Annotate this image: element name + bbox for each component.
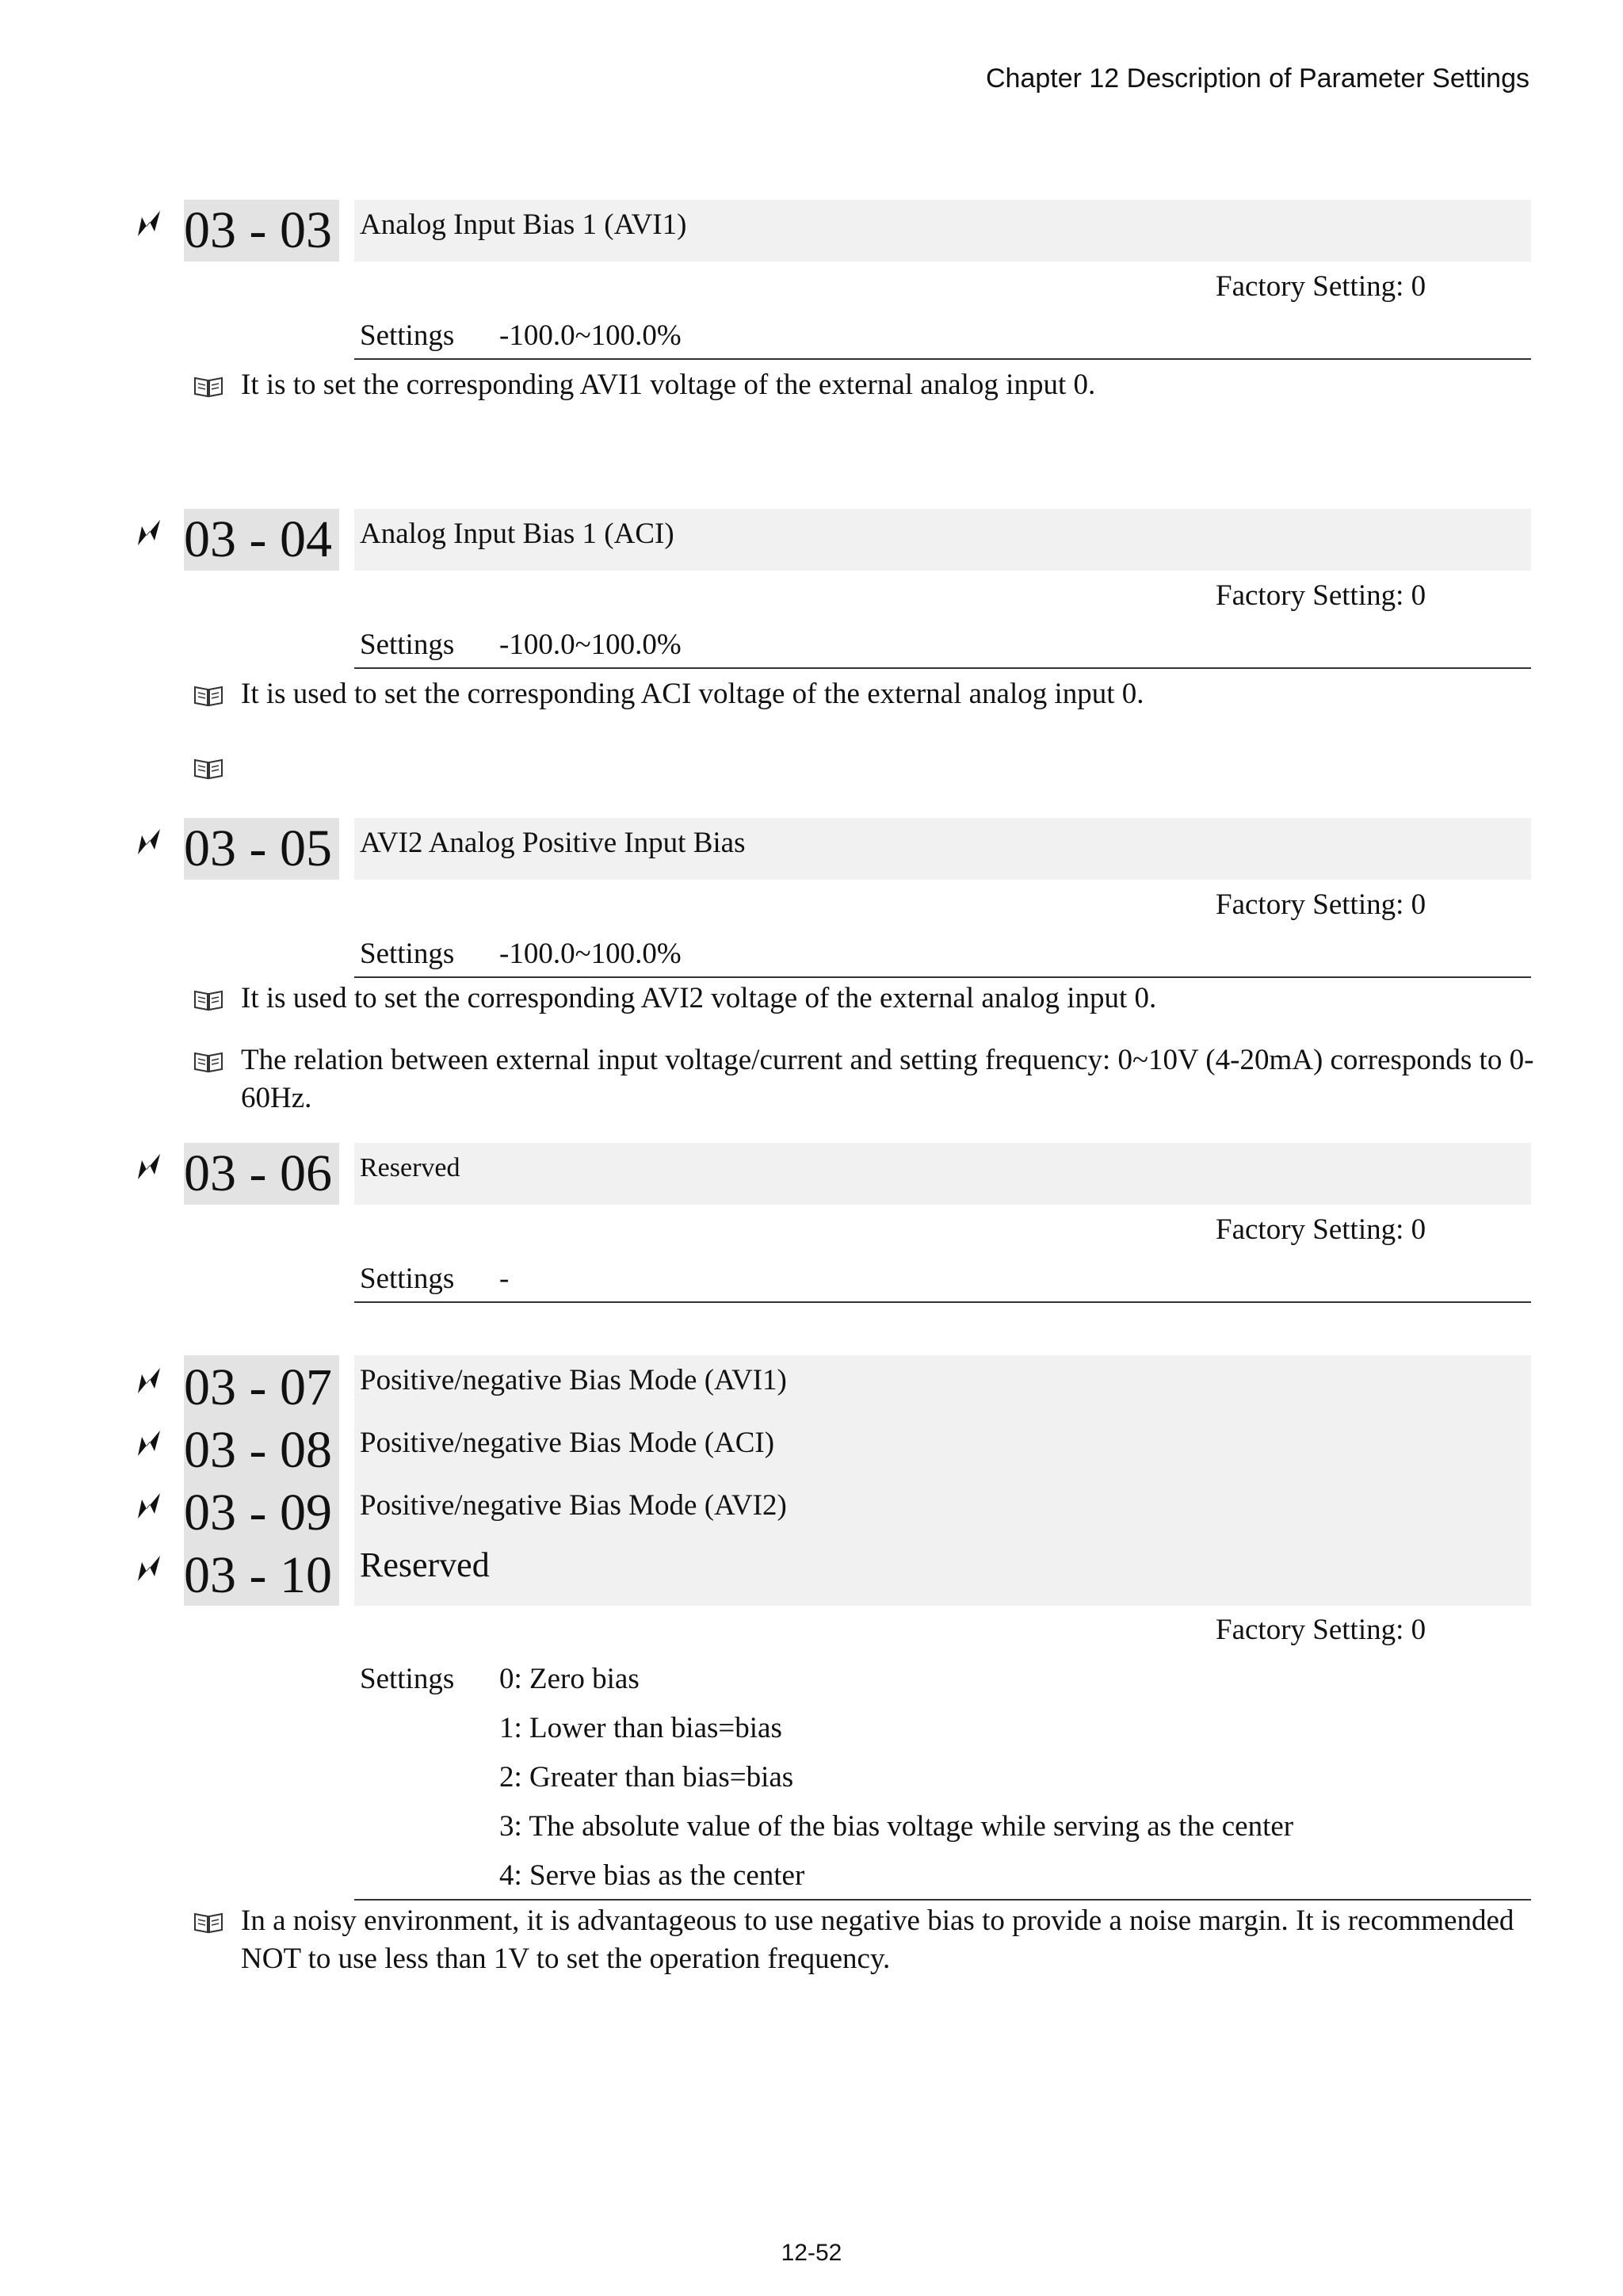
param-number: 03 - 04 [184, 509, 339, 571]
param-number: 03 - 07 [184, 1358, 332, 1416]
settings-option: 2: Greater than bias=bias [499, 1761, 794, 1794]
adjustable-flag-icon [135, 1427, 163, 1459]
settings-label: Settings [360, 628, 455, 661]
settings-value: -100.0~100.0% [499, 938, 682, 970]
book-icon [193, 756, 223, 780]
book-icon [193, 374, 223, 398]
settings-divider [354, 667, 1531, 669]
chapter-header: Chapter 12 Description of Parameter Settings [985, 63, 1529, 94]
param-title: Reserved [360, 1545, 490, 1584]
settings-divider [354, 358, 1531, 360]
param-note: In a noisy environment, it is advantageous to use negative bias to provide a noise margin. It is recommended NOT to use less than 1V to set the operation frequency. [241, 1904, 1514, 1975]
adjustable-flag-icon [135, 1553, 163, 1584]
settings-value: - [499, 1263, 510, 1295]
param-number: 03 - 10 [184, 1546, 332, 1604]
settings-option: 3: The absolute value of the bias voltage while serving as the center [499, 1810, 1294, 1843]
book-icon [193, 1049, 223, 1073]
settings-option: 0: Zero bias [499, 1663, 640, 1695]
param-title: Positive/negative Bias Mode (ACI) [360, 1427, 775, 1459]
factory-setting: Factory Setting: 0 [1216, 1614, 1426, 1646]
settings-value: -100.0~100.0% [499, 319, 682, 352]
param-title: Analog Input Bias 1 (ACI) [360, 518, 674, 550]
settings-label: Settings [360, 1663, 455, 1695]
param-number: 03 - 08 [184, 1421, 332, 1479]
param-number: 03 - 05 [184, 818, 339, 880]
adjustable-flag-icon [135, 208, 163, 239]
param-title: AVI2 Analog Positive Input Bias [360, 827, 746, 859]
param-number: 03 - 09 [184, 1484, 332, 1541]
param-title: Positive/negative Bias Mode (AVI1) [360, 1364, 787, 1396]
param-note: It is used to set the corresponding AVI2 voltage of the external analog input 0. [241, 982, 1157, 1014]
adjustable-flag-icon [135, 1365, 163, 1396]
param-title-band [354, 1143, 1531, 1205]
adjustable-flag-icon [135, 826, 163, 858]
adjustable-flag-icon [135, 517, 163, 548]
param-note: It is to set the corresponding AVI1 voltage of the external analog input 0. [241, 369, 1096, 401]
book-icon [193, 1910, 223, 1934]
param-note: The relation between external input voltage/current and setting frequency: 0~10V (4-20mA) corresponds to 0-60Hz. [241, 1044, 1534, 1114]
param-title: Positive/negative Bias Mode (AVI2) [360, 1489, 787, 1522]
settings-value: -100.0~100.0% [499, 628, 682, 661]
param-number: 03 - 03 [184, 200, 339, 262]
factory-setting: Factory Setting: 0 [1216, 579, 1426, 612]
param-title: Reserved [360, 1153, 460, 1182]
factory-setting: Factory Setting: 0 [1216, 1213, 1426, 1246]
settings-label: Settings [360, 319, 455, 352]
adjustable-flag-icon [135, 1490, 163, 1522]
settings-divider [354, 976, 1531, 978]
page-number: 12-52 [781, 2240, 842, 2266]
settings-option: 1: Lower than bias=bias [499, 1712, 782, 1744]
book-icon [193, 683, 223, 707]
adjustable-flag-icon [135, 1151, 163, 1182]
param-title: Analog Input Bias 1 (AVI1) [360, 208, 687, 241]
settings-divider [354, 1301, 1531, 1303]
settings-label: Settings [360, 938, 455, 970]
factory-setting: Factory Setting: 0 [1216, 270, 1426, 303]
settings-option: 4: Serve bias as the center [499, 1859, 805, 1892]
book-icon [193, 988, 223, 1011]
settings-label: Settings [360, 1263, 455, 1295]
param-number: 03 - 06 [184, 1143, 339, 1205]
param-note: It is used to set the corresponding ACI voltage of the external analog input 0. [241, 678, 1144, 710]
settings-divider [354, 1899, 1531, 1901]
factory-setting: Factory Setting: 0 [1216, 888, 1426, 921]
